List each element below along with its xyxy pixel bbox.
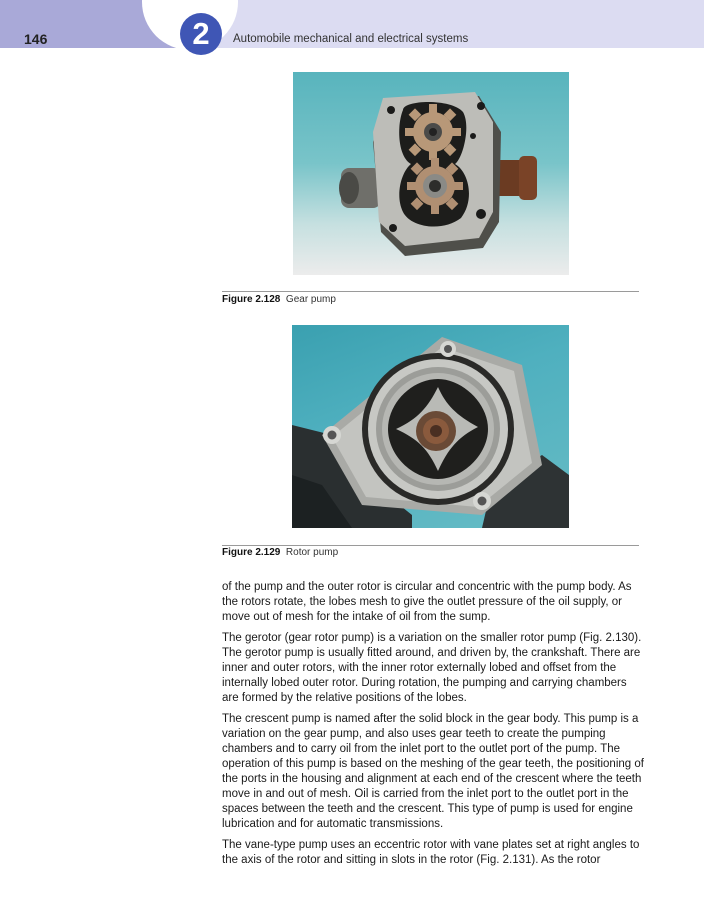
paragraph: The crescent pump is named after the solid block in the gear body. This pump is a variation on the gear pump, and also uses gear teeth to create the pumping chambers and to carry oil from the inlet port to the outlet port of the pump. The operation of this pump is based on the meshing of the gear teeth, the positioning of the ports in the housing and alignment at each end of the crescent where the teeth move in and out of mesh. Oil is carried from the inlet port to the outlet port in the spaces between the teeth and the crescent. This type of pump is used for engine lubrication and for automatic transmissions. (222, 713, 644, 830)
paragraph: of the pump and the outer rotor is circular and concentric with the pump body. As the rotors rotate, the lobes mesh to give the outlet pressure of the oil supply, or move out of mesh for the intake of oil from the sump. (222, 581, 632, 623)
body-text (222, 580, 646, 874)
chapter-badge: 2 (180, 13, 222, 55)
paragraph: The vane-type pump uses an eccentric rotor with vane plates set at right angles to the axis of the rotor and sitting in slots in the rotor (Fig. 2.131). As the rotor (222, 839, 640, 866)
figure-label: Figure 2.128 (222, 294, 281, 305)
rotor-pump-photo (292, 325, 569, 528)
figure-title: Gear pump (285, 294, 336, 305)
page-number: 146 (24, 31, 48, 47)
figure-caption (222, 547, 338, 558)
figure-caption (222, 294, 336, 305)
figure-label: Figure 2.129 (222, 547, 281, 558)
paragraph: The gerotor (gear rotor pump) is a variation on the smaller rotor pump (Fig. 2.130). The gerotor pump is usually fitted around, and driven by, the crankshaft. There are inner and outer rotors, with the inner rotor externally lobed and offset from the internally lobed outer rotor. During rotation, the pumping and carrying chambers are formed by the relative positions of the lobes. (222, 632, 642, 704)
caption-rule (222, 545, 639, 546)
gear-pump-photo (293, 72, 569, 275)
caption-rule (222, 291, 639, 292)
figure-title: Rotor pump (285, 547, 339, 558)
running-head: Automobile mechanical and electrical systems (233, 33, 469, 45)
